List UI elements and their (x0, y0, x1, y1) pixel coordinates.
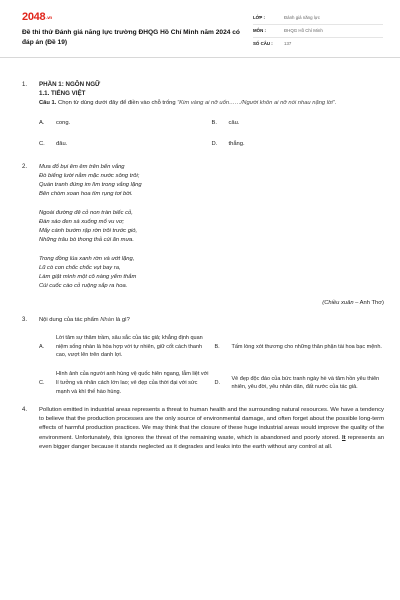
passage-text: Pollution emitted in industrial areas represents a threat to human health and the surrounding natural resources. We have a tendency to believe that the production processes are the only source of environmental damage, and often forget about the possible long-term effects of harmful production practices. We may think that the closure of these huge industrial areas would improve the quality of the environment. Unfortunately, this ignores the threat of the remaining waste, which is abandoned and poorly stored. (39, 406, 384, 441)
question-4 (22, 406, 384, 453)
reading-passage (39, 406, 384, 453)
poem-line: Trong đồng lúa xanh rờn và ướt lặng, (39, 256, 135, 263)
section-title: PHẦN 1: NGÔN NGỮ (39, 81, 101, 88)
question-body (39, 81, 384, 154)
question-quote: “Kim vàng ai nỡ uốn……/Người khôn ai nỡ nói nhau nặng lời”. (177, 99, 337, 106)
question-text (39, 99, 384, 107)
option-letter: D. (211, 140, 218, 147)
question-body (39, 316, 384, 396)
option-text: đâu. (56, 140, 68, 147)
option-c[interactable] (39, 140, 212, 148)
question-label: Câu 1. (39, 99, 57, 106)
poem-line: Bên chòm xoan hoa tím rụng tơi bời. (39, 191, 133, 198)
question-number: 2. (22, 164, 28, 171)
option-d[interactable] (212, 140, 385, 148)
passage-highlight: It (341, 434, 346, 441)
question-prompt-end: là gì? (114, 317, 130, 324)
option-letter: D. (214, 379, 220, 386)
option-text: câu. (228, 120, 240, 127)
option-text: Vẻ đẹp độc đáo của bức tranh ngày hè và tâm hồn yêu thiên nhiên, yêu đời, yêu nhân dân, đất nước của tác giả. (231, 375, 380, 391)
question-text (39, 316, 384, 324)
poem-line: Cúi cuốc cào cỏ ruộng sắp ra hoa. (39, 282, 128, 289)
page-header (0, 0, 400, 58)
question-number: 4. (22, 406, 28, 413)
option-b[interactable] (215, 334, 385, 360)
meta-label: LỚP : (253, 14, 265, 20)
option-letter: A. (39, 343, 45, 350)
work-title: Nhàn (100, 317, 115, 324)
poem-stanza (39, 163, 384, 199)
question-1 (22, 81, 384, 154)
poem-source (39, 299, 384, 307)
option-letter: B. (211, 120, 217, 127)
passage-text: represents an even bigger danger because it stands neglected as it degrades and leaks into the earth without any control at all. (39, 434, 384, 450)
answer-options (39, 119, 384, 148)
question-body (39, 406, 384, 453)
poem (39, 163, 384, 291)
source-title: (Chiều xuân (322, 299, 354, 306)
questions-content (0, 58, 400, 452)
meta-value: 137 (284, 41, 292, 47)
document-title: Đề thi thử Đánh giá năng lực trường ĐHQG Hồ Chí Minh năm 2024 có đáp án (Đề 19) (22, 29, 240, 46)
question-number: 1. (22, 82, 28, 88)
meta-table (253, 12, 383, 51)
poem-line: Mấy cánh bướm rập rờn trôi trước gió, (39, 228, 138, 235)
question-prompt: Nội dung của tác phẩm (39, 317, 101, 324)
option-letter: B. (214, 343, 220, 350)
poem-stanza (39, 255, 384, 291)
poem-line: Đò biếng lười nằm mặc nước sông trôi; (39, 173, 140, 180)
meta-value[interactable]: Đánh giá năng lực (284, 14, 320, 20)
option-a[interactable] (39, 119, 212, 127)
poem-line: Những trâu bò thong thả cúi ăn mưa. (39, 237, 135, 244)
option-text: thẳng. (228, 140, 245, 147)
option-text: Tấm lòng xót thương cho những thân phận tài hoa bạc mệnh. (231, 343, 382, 350)
meta-row-count (253, 38, 383, 51)
source-author: – Anh Thơ) (353, 299, 384, 306)
poem-line: Ngoài đường đê cỏ non tràn biếc cỏ, (39, 210, 133, 217)
option-letter: C. (39, 379, 45, 386)
question-body (39, 163, 384, 307)
meta-value[interactable]: ĐHQG Hồ Chí Minh (284, 27, 323, 33)
poem-line: Đàn sáo đen sà xuống mổ vu vơ; (39, 219, 125, 226)
option-text: cong. (56, 120, 71, 127)
option-b[interactable] (212, 119, 385, 127)
answer-options (39, 334, 384, 397)
option-a[interactable] (39, 334, 209, 360)
poem-line: Mưa đổ bụi êm êm trên bến vắng (39, 164, 125, 171)
question-prompt: Chọn từ dùng dưới đây để điền vào chỗ trống (56, 99, 178, 106)
option-text: Hình ảnh của người anh hùng vệ quốc hiên ngang, lẫm liệt với lí tưởng và nhân cách lớn lao; vẻ đẹp của thời đại với sức mạnh và khí thế hào hùng. (56, 371, 209, 395)
question-3 (22, 316, 384, 396)
option-text: Lời tâm sự thâm trầm, sâu sắc của tác giả; khẳng định quan niệm sống nhàn là hòa hợp với tự nhiên, giữ cốt cách thanh cao, vượt lên trên danh lợi. (56, 334, 203, 359)
meta-label: SỐ CÂU : (253, 41, 273, 47)
poem-line: Quán tranh đứng im lìm trong vắng lặng (39, 182, 142, 189)
meta-row-class (253, 12, 383, 25)
meta-label: MÔN : (253, 27, 266, 33)
site-logo[interactable] (22, 10, 52, 26)
meta-row-subject (253, 25, 383, 38)
poem-line: Làm giật mình một cô nàng yếm thắm (39, 273, 137, 280)
option-letter: A. (39, 120, 45, 127)
logo-suffix: .vn (46, 15, 52, 20)
poem-stanza (39, 209, 384, 245)
option-c[interactable] (39, 370, 209, 396)
poem-line: Lũ cò con chốc chốc vụt bay ra, (39, 265, 121, 271)
option-letter: C. (39, 140, 45, 147)
question-number: 3. (22, 317, 28, 324)
sub-section-title: 1.1. TIẾNG VIỆT (39, 89, 86, 97)
option-d[interactable] (215, 370, 385, 396)
logo-text: 2048 (22, 11, 46, 23)
question-2 (22, 163, 384, 307)
